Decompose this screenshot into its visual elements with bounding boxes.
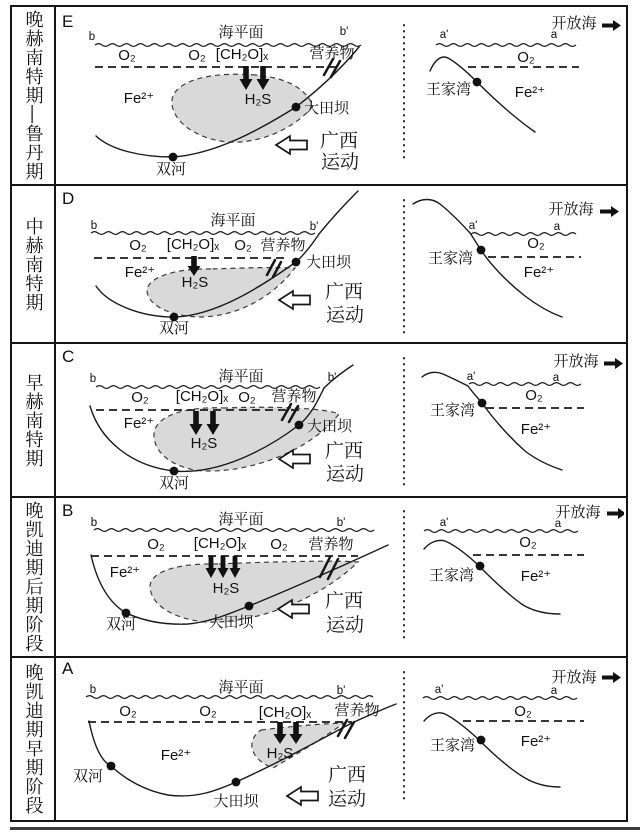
sea-level-wave [86, 696, 373, 699]
orogeny-arrow-icon [279, 291, 310, 309]
stage-evolution-figure [10, 5, 628, 822]
o2-right-label: O₂ [514, 703, 532, 720]
orogeny-label-line1: 广西 [324, 441, 364, 462]
section-a-prime-label: a' [439, 29, 449, 41]
o2-label: O₂ [131, 389, 149, 406]
diagram-svg-C [56, 344, 624, 496]
datianba-label: 大田坝 [306, 254, 352, 271]
fe-label: Fe²⁺ [123, 90, 155, 107]
organic-matter-label: [CH₂O]ₓ [193, 535, 247, 552]
panel-letter: C [62, 347, 75, 366]
diagram-svg-B [56, 498, 624, 656]
open-sea-arrow-icon [602, 20, 621, 31]
diagram-D [56, 186, 626, 342]
open-sea-arrow-icon [602, 672, 621, 683]
o2-label: O₂ [199, 703, 217, 720]
section-a-label: a [552, 372, 560, 384]
orogeny-arrow-icon [287, 787, 318, 805]
sea-level-label: 海平面 [210, 212, 256, 229]
wangjiawan-dot [476, 562, 485, 571]
o2-label: O₂ [147, 536, 165, 553]
o2-label: O₂ [234, 237, 252, 254]
orogeny-label-line2: 运动 [320, 152, 360, 173]
h2s-label: H₂S [244, 91, 272, 108]
orogeny-label-line1: 广西 [327, 765, 367, 786]
datianba-dot [295, 421, 304, 430]
section-a-label: a [550, 29, 558, 41]
o2-right-label: O₂ [517, 49, 535, 66]
h2s-label: H₂S [266, 745, 294, 762]
wangjiawan-dot [477, 246, 486, 255]
o2-label: O₂ [270, 536, 288, 553]
open-sea-arrow-icon [600, 206, 619, 217]
panel-letter: E [62, 12, 74, 31]
section-a-label: a [550, 685, 558, 697]
stage-cell-B [12, 498, 56, 656]
fe-right-label: Fe²⁺ [523, 264, 555, 281]
shuanghe-dot [107, 762, 116, 771]
shuanghe-label: 双河 [158, 320, 190, 337]
section-b-label: b [88, 31, 96, 43]
organic-matter-label: [CH₂O]ₓ [166, 236, 220, 253]
section-b-label: b [90, 517, 98, 529]
orogeny-label-line2: 运动 [325, 305, 365, 326]
sea-level-wave [91, 232, 315, 235]
wangjiawan-label: 王家湾 [427, 250, 473, 267]
datianba-dot [245, 602, 254, 611]
o2-label: O₂ [238, 389, 256, 406]
section-a-prime-label: a' [434, 684, 444, 696]
stage-cell-E [12, 7, 56, 184]
organic-matter-label: [CH₂O]ₓ [215, 46, 269, 63]
open-sea-arrow-icon [607, 508, 624, 519]
diagram-C [56, 344, 626, 496]
section-b-label: b [89, 684, 97, 696]
h2s-label: H₂S [212, 580, 240, 597]
panel-letter: B [62, 501, 74, 520]
sea-level-label: 海平面 [218, 368, 264, 385]
panel-letter: D [62, 189, 75, 208]
diagram-svg-E [56, 7, 624, 184]
section-a-prime-label: a' [439, 517, 449, 529]
sea-level-label: 海平面 [218, 24, 264, 41]
shuanghe-label: 双河 [72, 768, 104, 785]
panel-row-B [12, 498, 626, 658]
o2-label: O₂ [118, 47, 136, 64]
datianba-label: 大田坝 [208, 614, 254, 631]
nutrient-label: 营养物 [260, 237, 306, 254]
stage-label-D: 中赫南特期 [23, 216, 44, 312]
diagram-B [56, 498, 626, 656]
o2-right-label: O₂ [519, 534, 537, 551]
open-sea-label: 开放海 [555, 504, 601, 521]
fe-right-label: Fe²⁺ [520, 733, 552, 750]
o2-right-label: O₂ [527, 235, 545, 252]
datianba-dot [292, 258, 301, 267]
fe-label: Fe²⁺ [109, 564, 141, 581]
fe-right-label: Fe²⁺ [520, 568, 552, 585]
stage-label-C: 早赫南特期 [23, 372, 44, 468]
o2-label: O₂ [188, 47, 206, 64]
nutrient-label: 营养物 [308, 536, 354, 553]
sea-level-label: 海平面 [218, 679, 264, 696]
shuanghe-label: 双河 [155, 161, 187, 178]
section-b-prime-label: b' [327, 372, 337, 384]
orogeny-label-line1: 广西 [324, 591, 364, 612]
o2-label: O₂ [129, 237, 147, 254]
section-b-label: b [90, 220, 98, 232]
sea-level-wave-right [424, 530, 578, 533]
sea-level-wave-right [471, 233, 576, 236]
diagram-svg-D [56, 186, 624, 342]
fe-right-label: Fe²⁺ [520, 421, 552, 438]
open-sea-label: 开放海 [551, 669, 597, 686]
sea-level-label: 海平面 [218, 511, 264, 528]
section-a-prime-label: a' [466, 371, 476, 383]
open-sea-label: 开放海 [553, 353, 599, 370]
shuanghe-label: 双河 [158, 475, 190, 492]
orogeny-label-line2: 运动 [327, 789, 367, 810]
section-b-prime-label: b' [339, 26, 349, 38]
open-sea-label: 开放海 [548, 201, 594, 218]
stage-cell-D [12, 186, 56, 342]
bottom-rule [10, 827, 640, 830]
open-sea-label: 开放海 [551, 15, 597, 32]
sea-level-wave-right [423, 697, 577, 700]
fe-label: Fe²⁺ [123, 415, 155, 432]
euxinic-lens [154, 407, 339, 471]
stage-label-B: 晚凯迪期后期阶段 [23, 501, 44, 653]
section-a-prime-label: a' [468, 220, 478, 232]
fe-right-label: Fe²⁺ [514, 84, 546, 101]
section-a-label: a [554, 518, 562, 530]
sea-level-wave-right [469, 383, 581, 386]
wangjiawan-label: 王家湾 [428, 567, 474, 584]
stage-cell-C [12, 344, 56, 496]
o2-right-label: O₂ [525, 387, 543, 404]
wangjiawan-dot [478, 399, 487, 408]
stage-cell-A [12, 658, 56, 820]
h2s-label: H₂S [181, 274, 209, 291]
panel-row-C [12, 344, 626, 498]
panel-row-D [12, 186, 626, 344]
fe-label: Fe²⁺ [124, 264, 156, 281]
orogeny-label-line1: 广西 [319, 131, 359, 152]
o2-label: O₂ [119, 703, 137, 720]
organic-matter-label: [CH₂O]ₓ [258, 704, 312, 721]
section-b-label: b [89, 373, 97, 385]
organic-matter-label: [CH₂O]ₓ [175, 388, 229, 405]
datianba-label: 大田坝 [307, 418, 353, 435]
stage-label-E: 晚赫南特期—鲁丹期 [23, 10, 44, 181]
wangjiawan-dot [477, 736, 486, 745]
h2s-flux-arrows [206, 556, 241, 578]
stage-label-A: 晚凯迪期早期阶段 [23, 663, 44, 815]
datianba-label: 大田坝 [213, 793, 259, 810]
datianba-dot [232, 778, 241, 787]
panel-row-E [12, 7, 626, 186]
orogeny-label-line2: 运动 [325, 615, 365, 636]
datianba-dot [292, 103, 301, 112]
diagram-A [56, 658, 626, 820]
section-b-prime-label: b' [309, 221, 319, 233]
panel-letter: A [62, 659, 74, 678]
open-sea-arrow-icon [604, 358, 623, 369]
orogeny-arrow-icon [276, 136, 307, 154]
nutrient-label: 营养物 [334, 702, 380, 719]
sea-level-wave-right [436, 44, 576, 47]
wangjiawan-dot [473, 78, 482, 87]
diagram-E [56, 7, 626, 184]
section-b-prime-label: b' [336, 685, 346, 697]
diagram-svg-A [56, 658, 624, 820]
wangjiawan-label: 王家湾 [425, 81, 471, 98]
section-b-prime-label: b' [336, 517, 346, 529]
nutrient-label: 营养物 [271, 388, 317, 405]
orogeny-label-line1: 广西 [324, 282, 364, 303]
shuanghe-label: 双河 [105, 616, 137, 633]
section-a-label: a [553, 221, 561, 233]
wangjiawan-label: 王家湾 [429, 737, 475, 754]
nutrient-label: 营养物 [309, 45, 355, 62]
fe-label: Fe²⁺ [160, 747, 192, 764]
h2s-label: H₂S [190, 435, 218, 452]
sea-level-wave [94, 529, 374, 532]
datianba-label: 大田坝 [304, 100, 350, 117]
wangjiawan-label: 王家湾 [429, 402, 475, 419]
panel-row-A [12, 658, 626, 820]
orogeny-label-line2: 运动 [325, 464, 365, 485]
